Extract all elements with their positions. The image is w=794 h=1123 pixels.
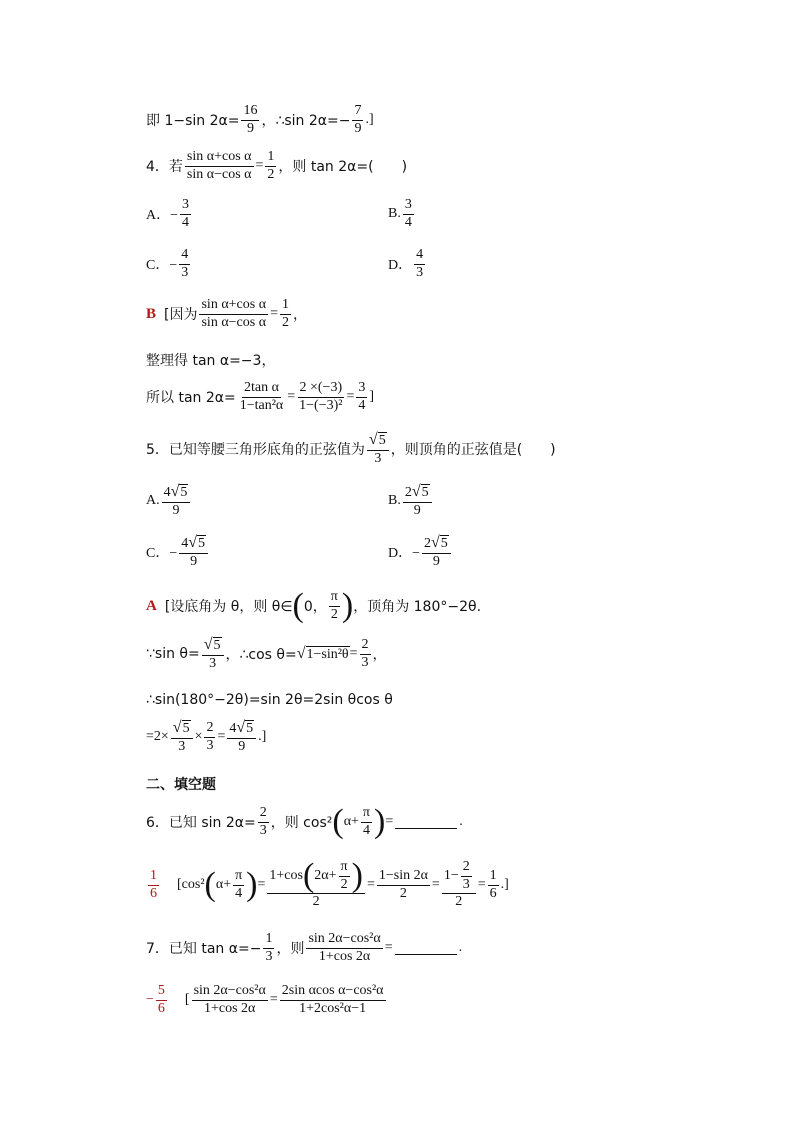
right-paren: ) xyxy=(246,865,258,903)
denominator: 3 xyxy=(374,450,382,466)
fraction xyxy=(403,198,414,230)
option-b xyxy=(388,484,434,518)
numerator: sin α+cos α xyxy=(199,298,268,315)
numerator: 5 xyxy=(156,984,167,1001)
fraction xyxy=(258,806,269,838)
fraction xyxy=(422,535,451,569)
option-d xyxy=(388,248,427,280)
fraction xyxy=(233,869,244,901)
denominator: 2 xyxy=(330,606,338,622)
denominator: 4 xyxy=(358,397,366,413)
answer-7 xyxy=(146,984,388,1016)
numerator: 4 xyxy=(414,248,425,265)
fraction xyxy=(377,869,430,901)
solution-continuation-line xyxy=(146,104,374,136)
denominator: 3 xyxy=(181,264,189,280)
denominator: 2 xyxy=(267,166,275,182)
fraction xyxy=(238,381,286,413)
fraction xyxy=(267,856,365,910)
text: [cos² xyxy=(177,877,205,893)
text: ，顶角为 180°−2θ. xyxy=(353,599,482,616)
sqrt: √ 5 xyxy=(431,534,448,551)
numerator: 3 xyxy=(180,198,191,215)
fraction xyxy=(356,381,367,413)
answer-letter: B xyxy=(146,305,157,322)
fraction xyxy=(199,298,268,330)
text: [ xyxy=(184,992,190,1008)
denominator: 3 xyxy=(265,948,273,964)
denominator: 3 xyxy=(462,876,470,892)
sqrt: √ 5 xyxy=(203,636,221,653)
fraction xyxy=(442,860,476,910)
sqrt: √ 5 xyxy=(411,483,429,500)
text: = xyxy=(477,877,486,893)
fraction xyxy=(265,150,276,182)
text: ，∴cos θ= xyxy=(225,647,297,664)
denominator: 6 xyxy=(489,885,497,901)
sqrt: √ 5 xyxy=(236,719,254,736)
fraction xyxy=(204,721,215,753)
fraction xyxy=(367,432,389,466)
answer-4-line-3 xyxy=(146,381,374,413)
fraction xyxy=(339,860,350,892)
text: = xyxy=(366,877,375,893)
answer-5-line-4 xyxy=(146,720,266,754)
fraction xyxy=(361,806,372,838)
numerator: 2 xyxy=(360,638,371,655)
numerator: 2 xyxy=(461,860,472,877)
denominator: 2 xyxy=(340,876,348,892)
radicand: 5 xyxy=(421,485,429,500)
answer-5 xyxy=(146,586,482,624)
text: 7．已知 tan α=− xyxy=(146,941,262,958)
answer-4-line-2 xyxy=(146,350,275,370)
numerator: 1 xyxy=(263,932,274,949)
option-a xyxy=(146,484,192,518)
denominator: 3 xyxy=(178,738,186,754)
option-label: C．− xyxy=(146,258,178,274)
numerator: 2 xyxy=(204,721,215,738)
option-label: A. xyxy=(146,493,160,509)
text: = xyxy=(287,389,296,405)
answer-5-line-3 xyxy=(146,692,393,708)
numerator: sin 2α−cos²α xyxy=(306,932,382,949)
text: 1+cos xyxy=(269,867,303,883)
denominator: 6 xyxy=(150,885,157,901)
radicand: 5 xyxy=(440,536,448,551)
text: ] xyxy=(369,389,375,405)
text: [设底角为 θ，则 θ∈ xyxy=(164,599,293,616)
sqrt: √ 5 xyxy=(188,534,206,551)
numerator: π xyxy=(361,806,372,823)
radicand: 1−sin²θ xyxy=(306,646,349,662)
text: = xyxy=(257,877,266,893)
option-label: A．− xyxy=(146,208,179,224)
fraction xyxy=(185,150,254,182)
numerator: 4 xyxy=(179,248,190,265)
numerator: 3 xyxy=(356,381,367,398)
numerator: π xyxy=(339,860,350,877)
numerator: 2 ×(−3) xyxy=(298,381,345,398)
section-title: 二、填空题 xyxy=(146,777,216,793)
answer-5-line-2 xyxy=(146,637,387,671)
answer-sign: − xyxy=(146,992,154,1008)
text: ，∴sin 2α=− xyxy=(261,113,351,130)
left-paren: ( xyxy=(292,586,304,624)
sqrt: √ 1−sin²θ xyxy=(296,644,349,662)
denominator: 1−(−3)² xyxy=(299,397,343,413)
numerator: 1 xyxy=(148,869,159,886)
option-d xyxy=(388,535,453,569)
fraction xyxy=(162,484,191,518)
answer-blank xyxy=(395,942,457,955)
option-label: D． xyxy=(388,258,413,274)
text: = xyxy=(349,646,358,662)
fraction xyxy=(179,248,190,280)
answer-6 xyxy=(146,856,509,910)
text: ，则顶角的正弦值是( ) xyxy=(390,442,556,459)
text: 0， xyxy=(303,599,327,616)
question-7: 7．已知 tan α=− $\frac{1}{3}$ ，则 $\frac{\text{sin 2α−cos²α}}{1+\cos 2\alpha}$ = . xyxy=(146,931,463,964)
text: 6．已知 sin 2α= xyxy=(146,815,256,832)
fraction xyxy=(352,104,363,136)
fraction xyxy=(192,984,268,1016)
denominator: 2 xyxy=(281,314,289,330)
text: 所以 tan 2α= xyxy=(146,390,236,407)
answer-blank xyxy=(395,816,457,829)
denominator: 9 xyxy=(354,120,362,136)
option-label: D．− xyxy=(388,546,421,562)
fraction xyxy=(179,535,208,569)
text: 即 1−sin 2α= xyxy=(146,113,240,130)
numerator: 2 xyxy=(258,806,269,823)
denominator: 9 xyxy=(413,502,421,518)
fraction xyxy=(297,381,344,413)
answer-fraction xyxy=(156,984,167,1016)
coefficient: 4 xyxy=(181,536,189,551)
fraction xyxy=(360,638,371,670)
text: 5．已知等腰三角形底角的正弦值为 xyxy=(146,442,365,459)
text: 1− xyxy=(443,867,459,883)
option-label: C．− xyxy=(146,546,178,562)
question-6: 6．已知 sin 2α= $\frac{2}{3}$ ，则 cos² ( α+ $\frac{\pi}{4}$ ) = . xyxy=(146,802,463,840)
radicand: 5 xyxy=(213,638,221,653)
question-4 xyxy=(146,150,407,182)
denominator: 9 xyxy=(246,120,254,136)
text: = xyxy=(255,158,264,174)
fraction xyxy=(180,198,191,230)
denominator: 3 xyxy=(259,822,267,838)
fraction xyxy=(263,932,274,964)
fraction xyxy=(329,590,340,622)
numerator: 16 xyxy=(241,104,259,121)
denominator: 3 xyxy=(206,737,214,753)
sqrt: √ 5 xyxy=(172,719,190,736)
text: ，则 cos² xyxy=(270,815,333,832)
right-paren: ) xyxy=(351,856,363,894)
radicand: 5 xyxy=(198,536,206,551)
numerator: 7 xyxy=(352,104,363,121)
section-heading xyxy=(146,774,216,794)
text: ∴sin(180°−2θ)=sin 2θ=2sin θcos θ xyxy=(146,692,393,708)
numerator: 2sin αcos α−cos²α xyxy=(280,984,386,1001)
text: 2α+ xyxy=(314,867,337,883)
fraction xyxy=(280,298,291,330)
coefficient: 4 xyxy=(229,721,237,736)
text: = xyxy=(385,814,394,830)
text: .] xyxy=(500,877,509,893)
fraction xyxy=(403,484,432,518)
text: .] xyxy=(365,112,374,128)
coefficient: 2 xyxy=(404,485,412,500)
denominator: 1+cos 2α xyxy=(204,1000,256,1016)
text: = xyxy=(346,389,355,405)
numerator: 2tan α xyxy=(242,381,281,398)
option-a xyxy=(146,198,193,230)
question-number: 4．若 xyxy=(146,159,183,176)
option-label: B. xyxy=(388,493,401,509)
sqrt: √ 5 xyxy=(368,431,386,448)
fraction xyxy=(227,720,256,754)
denominator: 9 xyxy=(238,738,246,754)
answer-fraction xyxy=(148,869,159,901)
fraction xyxy=(202,637,224,671)
numerator: sin 2α−cos²α xyxy=(192,984,268,1001)
denominator: 1+cos 2α xyxy=(318,948,371,964)
numerator: π xyxy=(329,590,340,607)
text: × xyxy=(194,729,203,745)
denominator: 2 xyxy=(312,894,320,910)
question-5 xyxy=(146,432,556,466)
numerator: π xyxy=(233,869,244,886)
denominator: 4 xyxy=(182,214,190,230)
coefficient: 4 xyxy=(163,485,171,500)
fraction xyxy=(306,932,382,964)
answer-letter: A xyxy=(146,597,157,614)
text: ∵sin θ= xyxy=(146,646,200,663)
denominator: 4 xyxy=(362,822,370,838)
denominator: 3 xyxy=(416,264,424,280)
denominator: 9 xyxy=(172,502,180,518)
option-b xyxy=(388,198,416,230)
option-c xyxy=(146,535,210,569)
text: α+ xyxy=(215,877,232,893)
numerator: 3 xyxy=(403,198,414,215)
denominator: 2 xyxy=(455,894,463,910)
denominator: 6 xyxy=(157,1000,165,1016)
denominator: 9 xyxy=(190,553,198,569)
fraction xyxy=(171,720,193,754)
text: = xyxy=(431,877,440,893)
left-paren: ( xyxy=(302,856,315,894)
answer-4 xyxy=(146,298,307,330)
radicand: 5 xyxy=(378,433,386,448)
right-paren: ) xyxy=(374,802,386,840)
denominator: sin α−cos α xyxy=(186,166,252,182)
fraction xyxy=(461,860,472,892)
text: [因为 xyxy=(164,307,198,324)
left-paren: ( xyxy=(332,802,344,840)
radicand: 5 xyxy=(180,485,188,500)
denominator: 2 xyxy=(399,885,407,901)
denominator: sin α−cos α xyxy=(201,314,267,330)
denominator: 9 xyxy=(432,553,440,569)
denominator: 1−tan²α xyxy=(239,397,284,413)
option-c xyxy=(146,248,192,280)
numerator: sin α+cos α xyxy=(185,150,254,167)
text: α+ xyxy=(343,814,359,830)
text: ， xyxy=(372,647,387,664)
text: ， xyxy=(292,307,307,324)
text: =2× xyxy=(146,729,169,745)
text: ，则 tan 2α=( ) xyxy=(278,159,408,176)
numerator: 1−sin 2α xyxy=(377,869,430,886)
denominator: 4 xyxy=(235,885,243,901)
sqrt: √ 5 xyxy=(170,483,188,500)
coefficient: 2 xyxy=(424,536,432,551)
denominator: 3 xyxy=(361,654,369,670)
text: = xyxy=(269,992,278,1008)
fraction xyxy=(241,104,259,136)
fraction xyxy=(414,248,425,280)
left-paren: ( xyxy=(204,865,216,903)
radicand: 5 xyxy=(182,721,190,736)
right-paren: ) xyxy=(341,586,354,624)
numerator: 1 xyxy=(265,150,276,167)
denominator: 1+2cos²α−1 xyxy=(299,1000,367,1016)
text: = xyxy=(270,306,278,322)
text: .] xyxy=(258,729,267,745)
numerator: 1 xyxy=(280,298,291,315)
fraction xyxy=(488,869,499,901)
text: ，则 xyxy=(276,941,305,958)
text: 整理得 tan α=−3， xyxy=(146,353,276,369)
fraction xyxy=(280,984,386,1016)
text: = xyxy=(384,940,393,956)
denominator: 4 xyxy=(404,214,412,230)
text: = xyxy=(217,729,226,745)
option-label: B. xyxy=(388,206,401,222)
numerator: 1 xyxy=(488,869,499,886)
radicand: 5 xyxy=(246,721,254,736)
denominator: 3 xyxy=(209,655,217,671)
